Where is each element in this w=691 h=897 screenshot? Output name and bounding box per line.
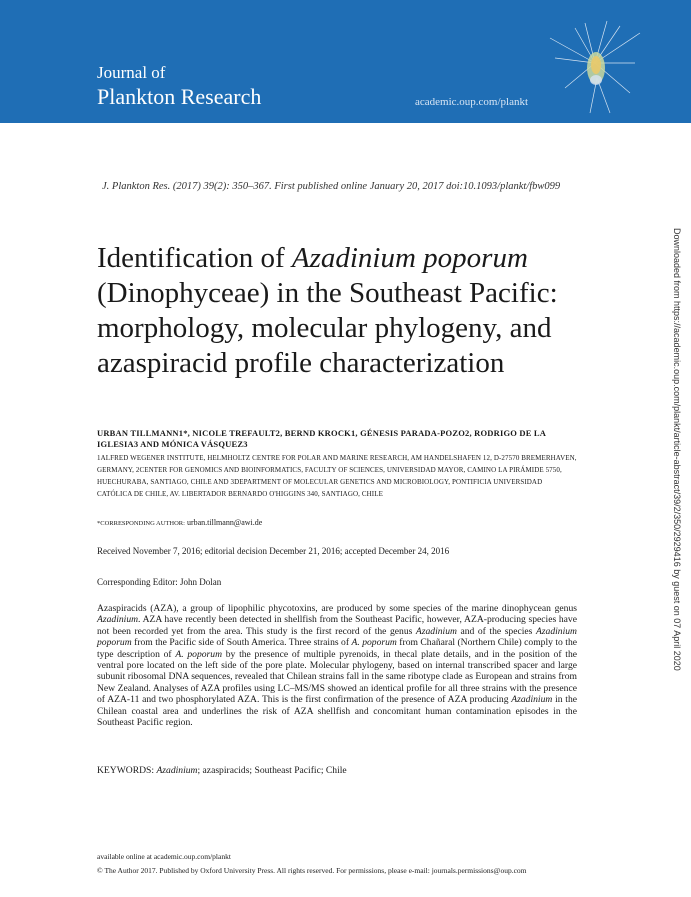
title-part1: Identification of (97, 242, 292, 274)
keywords-rest: ; azaspiracids; Southeast Pacific; Chile (197, 765, 347, 776)
article-title (97, 241, 567, 381)
abstract-text: from the Pacific side of South America. Three strains of (131, 637, 352, 649)
corresponding-editor: Corresponding Editor: John Dolan (97, 577, 222, 587)
corresponding-label: *CORRESPONDING AUTHOR: (97, 520, 185, 527)
journal-banner (0, 0, 691, 123)
footer-copyright: © The Author 2017. Published by Oxford University Press. All rights reserved. For permissions, please e-mail: journals.permissions@oup.com (97, 866, 527, 875)
abstract-text: in the Chilean coastal area and underlines the risk of AZA shellfish and concomitant human contamination episodes in the Southeast Pacific region. (97, 694, 578, 729)
abstract-text: and of the species (456, 625, 536, 637)
affiliations (97, 452, 577, 500)
abstract-text: . AZA have recently been detected in shellfish from the Southeast Pacific, however, AZA-producing species have not been recorded yet from the area. This study is the first record of the genus (97, 614, 577, 637)
abstract-italic-term: Azadinium poporum (97, 625, 577, 649)
abstract-italic-term: A. poporum (351, 637, 397, 649)
affiliations-text: 1ALFRED WEGENER INSTITUTE, HELMHOLTZ CENTRE FOR POLAR AND MARINE RESEARCH, AM HANDELSHAFEN 12, D-27570 BREMERHAVEN, GERMANY, 2CENTER FOR GENOMICS AND BIOINFORMATICS, FACULTY OF SCIENCES, UNIVERSIDAD MAYOR, CAMINO LA PIRÁMIDE 5750, HUECHURABA, SANTIAGO, CHILE AND 3DEPARTMENT OF MOLECULAR GENETICS AND MICROBIOLOGY, PONTIFICIA UNIVERSIDAD CATÓLICA DE CHILE, AV. LIBERTADOR BERNARDO O'HIGGINS 340, SANTIAGO, CHILE (97, 454, 577, 498)
keywords (97, 765, 347, 776)
corresponding-author (97, 518, 262, 527)
abstract-italic-term: Azadinium (415, 625, 457, 637)
abstract-italic-term: A. poporum (175, 648, 223, 660)
abstract-italic-term: Azadinium (511, 694, 553, 706)
journal-url[interactable]: academic.oup.com/plankt (415, 96, 529, 108)
abstract-text: Azaspiracids (AZA), a group of lipophilic phycotoxins, are produced by some species of the marine dinophycean genus (97, 603, 577, 614)
abstract-italic-term: Azadinium (97, 614, 139, 626)
keywords-italic: Azadinium (156, 765, 198, 776)
footer-available-online: available online at academic.oup.com/plankt (97, 852, 231, 861)
journal-name-line2: Plankton Research (97, 84, 262, 109)
authors-text: URBAN TILLMANN1*, NICOLE TREFAULT2, BERND KROCK1, GÉNESIS PARADA-POZO2, RODRIGO DE LA IGLESIA3 AND MÓNICA VÁSQUEZ3 (97, 428, 546, 449)
download-note: Downloaded from https://academic.oup.com/plankt/article-abstract/39/2/350/2929416 by guest on 07 April 2020 (672, 228, 682, 671)
received-dates: Received November 7, 2016; editorial decision December 21, 2016; accepted December 24, 2016 (97, 546, 450, 556)
abstract (97, 603, 577, 728)
citation-line: J. Plankton Res. (2017) 39(2): 350–367. First published online January 20, 2017 doi:10.1093/plankt/fbw099 (102, 181, 561, 192)
abstract-text: by the presence of multiple pyrenoids, in thecal plate details, and in the position of the ventral pore located on the left side of the pore plate. Molecular phylogeny, based on internal transcribed spacer and large subunit ribosomal DNA sequences, revealed that Chilean strains fall in the same ribotype clade as European and strains from New Zealand. Analyses of AZA profiles using LC–MS/MS showed an identical profile for all three strains with the presence of AZA-11 and two phosphorylated AZA. This is the first confirmation of the presence of AZA producing (97, 648, 578, 706)
abstract-text: from Chañaral (Northern Chile) comply to the type description of (97, 637, 577, 660)
plankton-icon (545, 18, 645, 118)
author-list (97, 428, 567, 450)
journal-name-line1: Journal of (97, 63, 166, 82)
corresponding-email[interactable]: urban.tillmann@awi.de (184, 518, 263, 527)
title-species: Azadinium poporum (291, 242, 528, 274)
keywords-label: KEYWORDS: (97, 765, 157, 776)
title-part2: (Dinophyceae) in the Southeast Pacific: morphology, molecular phylogeny, and azaspiracid profile characterization (97, 277, 558, 379)
